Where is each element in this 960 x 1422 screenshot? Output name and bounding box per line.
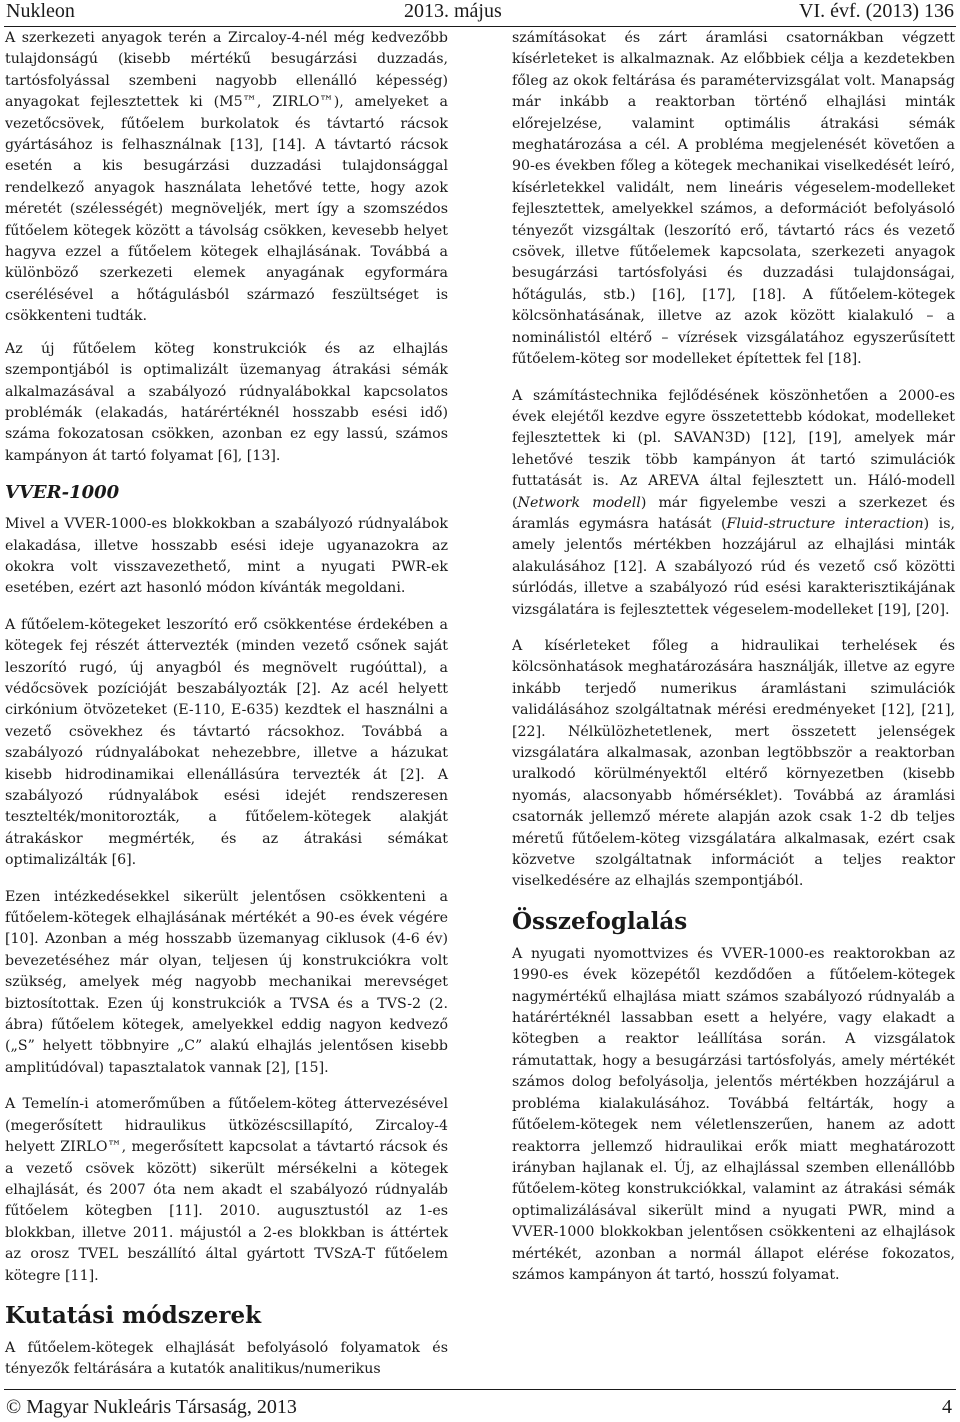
text-run: A számítástechnika fejlődésének köszönhetően a 2000-es évek elejétől kezdve egyre összetettebb kódokat, modelleket fejlesztettek ki (pl. SAVAN3D) [12], [19], amelyek már lehetővé teszik több kampányon át tartó szimulációk futtatását is. Az AREVA által fejlesztett un. Háló-modell ( bbox=[512, 387, 955, 511]
copyright-notice: © Magyar Nukleáris Társaság, 2013 bbox=[6, 1396, 297, 1418]
page-footer bbox=[4, 1389, 956, 1420]
paragraph: A fűtőelem-kötegeket leszorító erő csökkentése érdekében a kötegek fej részét áttervezték (minden vezető csőnek saját leszorító rugó, új anyagból és megnövelt rugóúttal), a védőcsövek pozícióját beszabályozták [2]. Az acél helyett cirkónium ötvözeteket (E-110, E-635) kezdtek el használni a vezető csövekhez és távtartó rácsokhoz. Továbbá a szabályozó rúdnyalábokat nehezebbre, illetve a házukat kisebb hidrodinamikai ellenállásúra tervezték át [2]. A szabályozó rúdnyalábok esési idejét rendszeresen tesztelték/monitorozták, a fűtőelem-kötegek alakját átrakáskor megmérték, és az átrakási sémákat optimalizálták [6]. bbox=[5, 616, 448, 869]
paragraph: A szerkezeti anyagok terén a Zircaloy-4-nél még kedvezőbb tulajdonságú (kisebb mértékű besugárzási duzzadás, tartósfolyással szembeni nagyobb ellenálló képesség) anyagokat fejlesztettek ki (M5™, ZIRLO™), amelyeket a vezetőcsövek, fűtőelem burkolatok és távtartó rácsok gyártásához is felhasználnak [13], [14]. A távtartó rácsok esetén a kis besugárzási duzzadási tulajdonsággal rendelkező anyagok használata lehetővé tette, hogy azok méretét (szélességét) megnöveljék, mert így a szomszédos fűtőelem kötegek között a távolság csökken, kevesebb helyet hagyva ezzel a fűtőelem kötegek elhajlásának. Továbbá a különböző szerkezeti elemek anyagának egyformára cserélésével a hőtágulásból származó feszültséget is csökkenteni tudták. bbox=[5, 30, 448, 325]
italic-term: Network modell bbox=[517, 494, 641, 511]
paragraph: Mivel a VVER-1000-es blokkokban a szabályozó rúdnyalábok elakadása, illetve hosszabb esési ideje ugyanazokra az okokra volt visszavezethető, mint a nyugati PWR-ek esetében, ezért azt hasonló módon kívánták megoldani. bbox=[5, 516, 448, 597]
paragraph bbox=[512, 386, 955, 621]
right-column bbox=[512, 28, 955, 1301]
paragraph: A fűtőelem-kötegek elhajlását befolyásoló folyamatok és tényezők feltárására a kutatók analitikus/numerikus bbox=[5, 1339, 448, 1378]
journal-name: Nukleon bbox=[6, 0, 75, 22]
section-heading: Összefoglalás bbox=[512, 907, 688, 935]
italic-term: Fluid-structure interaction bbox=[726, 515, 924, 532]
paragraph: A kísérleteket főleg a hidraulikai terhelések és kölcsönhatások meghatározására használják, illetve az egyre inkább terjedő numerikus áramlástani szimulációk validálásához szolgáltatnak mérési eredményeket [12], [21], [22]. Nélkülözhetetlenek, mert összetett jelenségek vizsgálatára alkalmasak, azonban legtöbbször a reaktorban uralkodó körülményektől eltérő környezetben (kisebb nyomás, alacsonyabb hőmérséklet). Továbbá az áramlási csatornák jellemző mérete alapján azok csak 1-2 db teljes méretű fűtőelem-köteg vizsgálatára alkalmasak, ezért csak közvetve szolgáltatnak információt a teljes reaktor viselkedésére az elhajlás szempontjából. bbox=[512, 637, 955, 890]
page-number: 4 bbox=[942, 1396, 952, 1418]
text-run: ) is, amely jelentős mértékben hozzájárul az elhajlási minták alakulásához [12]. A szabályozó rúd és vezető cső közötti súrlódás, illetve a szabályozó rúd esési karakterisztikájának vizsgálatára is fejlesztettek végeselem-modelleket [19], [20]. bbox=[512, 515, 956, 618]
subsection-heading: VVER-1000 bbox=[5, 482, 120, 504]
left-column bbox=[5, 28, 448, 1396]
section-heading: Kutatási módszerek bbox=[5, 1301, 262, 1329]
text-run: ) már figyelembe veszi a szerkezet és áramlás egymásra hatását ( bbox=[512, 494, 955, 532]
volume-info: VI. évf. (2013) 136 bbox=[799, 0, 954, 22]
paragraph: Ezen intézkedésekkel sikerült jelentősen csökkenteni a fűtőelem-kötegek elhajlásának mértékét a 90-es évek végére [10]. Azonban a még hosszabb üzemanyag ciklusok (4-6 év) bevezetéséhez már olyan, teljesen új konstrukciókra volt szükség, amelyek még nagyobb mechanikai merevséget biztosítottak. Ezen új konstrukciók a TVSA és a TVS-2 (2. ábra) fűtőelem kötegek, amelyekkel eddig nagyon kedvező („S” helyett többnyire „C” alakú elhajlás jelentősen kisebb amplitúdóval) tapasztalatok vannak [2], [15]. bbox=[5, 888, 448, 1076]
paragraph: A Temelín-i atomerőműben a fűtőelem-köteg áttervezésével (megerősített hidraulikus ütközéscsillapító, Zircaloy-4 helyett ZIRLO™, megerősített kapcsolat a távtartó rácsok és a vezető csövek között) sikerült mérsékelni a kötegek elhajlását, és 2007 óta nem akadt el szabályozó rúdnyaláb fűtőelem kötegben [11]. 2010. augusztustól az 1-es blokkban, illetve 2011. májustól a 2-es blokkban is áttértek az orosz TVEL beszállító által gyártott TVSzA-T fűtőelem kötegre [11]. bbox=[5, 1096, 448, 1284]
paragraph: Az új fűtőelem köteg konstrukciók és az elhajlás szempontjából is optimalizált üzemanyag átrakási sémák alkalmazásával a szabályozó rúdnyalábokkal kapcsolatos problémák (elakadás, határértéknél hosszabb esési idő) száma fokozatosan csökken, azonban ez egy lassú, számos kampányon át tartó folyamat [6], [13]. bbox=[5, 340, 448, 464]
running-header bbox=[4, 0, 956, 27]
issue-date: 2013. május bbox=[404, 0, 502, 22]
paragraph: A nyugati nyomottvizes és VVER-1000-es reaktorokban az 1990-es évek közepétől kezdődően a fűtőelem-kötegek nagymértékű elhajlása miatt számos szabályozó rúdnyaláb a határértéknél lassabban esett a helyére, vagy elakadt a kötegben a reaktor leállítása során. A vizsgálatok rámutattak, hogy a besugárzási tartósfolyás, amely mértékét számos dolog befolyásolja, jelentős mértékben hozzájárul a probléma kialakulásához. Továbbá feltárták, hogy a fűtőelem-kötegek nem véletlenszerűen, hanem az adott reaktorra jellemző hidraulikai erők miatt meghatározott irányban hajlanak el. Új, az elhajlással szemben ellenállóbb fűtőelem-köteg konstrukciókkal, valamint az átrakási sémák optimalizálásával sikerült mind a nyugati PWR, mind a VVER-1000 blokkokban jelentősen csökkenteni az elhajlások mértékét, azonban a normál állapot elérése fokozatos, számos kampányon át tartó, hosszú folyamat. bbox=[512, 945, 955, 1283]
paragraph: számításokat és zárt áramlási csatornákban végzett kísérleteket is alkalmaznak. Az előbbiek célja a kezdetekben főleg az okok feltárása és paramétervizsgálat volt. Manapság már inkább a reaktorban történő elhajlási minták előrejelzése, valamint optimális átrakási sémák meghatározása a cél. A probléma megjelenését követően a 90-es években főleg a kötegek mechanikai viselkedését leíró, kísérletekkel validált, nem lineáris végeselem-modelleket fejlesztettek, amelyekkel számos, a deformációt befolyásoló tényezőt vizsgáltak (leszorító erő, távtartó rács és vezető csövek, illetve fűtőelemek kapcsolata, szerkezeti anyagok besugárzási tartósfolyási és duzzadási tulajdonságai, hőtágulás, stb.) [16], [17], [18]. A fűtőelem-kötegek kölcsönhatásának, illetve az azok között kialakuló – a nominálistól eltérő – vízrések vizsgálatához egyszerűsített fűtőelem-köteg sor modelleket építettek fel [18]. bbox=[512, 30, 955, 368]
